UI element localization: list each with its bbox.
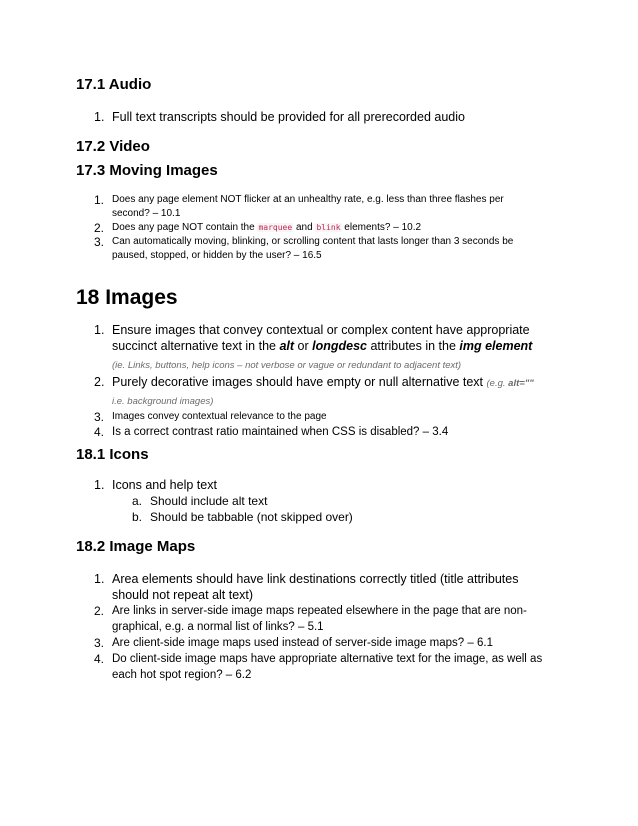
marquee-code: marquee xyxy=(258,223,293,232)
list-moving-images xyxy=(94,193,544,263)
list-item: 2. Are links in server-side image maps repeated elsewhere in the page that are non-graphical, e.g. a normal list of links? – 5.1 xyxy=(94,604,527,633)
list-images xyxy=(94,322,544,440)
heading-18-2-image-maps: 18.2 Image Maps xyxy=(76,538,196,555)
heading-18-1-icons: 18.1 Icons xyxy=(76,446,149,463)
list-item: 1. Icons and help text xyxy=(94,478,217,492)
list-item: 3. Images convey contextual relevance to the page xyxy=(94,410,327,424)
list-item: 3. Are client-side image maps used instead of server-side image maps? – 6.1 xyxy=(94,636,493,650)
list-item: 1. Does any page element NOT flicker at an unhealthy rate, e.g. less than three flashes per second? – 10.1 xyxy=(94,193,504,219)
list-audio xyxy=(94,109,544,125)
heading-18-images: 18 Images xyxy=(76,286,178,309)
heading-17-1-audio: 17.1 Audio xyxy=(76,76,152,93)
list-item: 2. Does any page NOT contain the marquee and blink elements? – 10.2 xyxy=(94,221,422,235)
sub-item-a: a. Should include alt text xyxy=(132,494,268,508)
heading-17-3-moving-images: 17.3 Moving Images xyxy=(76,162,218,179)
list-item: 4. Is a correct contrast ratio maintained when CSS is disabled? – 3.4 xyxy=(94,425,449,439)
blink-code: blink xyxy=(316,223,341,232)
list-image-maps xyxy=(94,571,544,683)
heading-17-2-video: 17.2 Video xyxy=(76,138,150,155)
list-item: 1. Ensure images that convey contextual or complex content have appropriate succinct alternative text in the alt or longdesc attributes in the img element (ie. Links, buttons, help icons – not verbose or vague or redundant to adjacent text) xyxy=(94,323,533,371)
list-item: 4. Do client-side image maps have appropriate alternative text for the image, as well as each hot spot region? – 6.2 xyxy=(94,652,543,681)
list-item: 1. Full text transcripts should be provided for all prerecorded audio xyxy=(94,110,465,124)
list-item: 3. Can automatically moving, blinking, or scrolling content that lasts longer than 3 seconds be paused, stopped, or hidden by the user? – 16.5 xyxy=(94,235,514,261)
sub-item-b: b. Should be tabbable (not skipped over) xyxy=(132,510,353,524)
list-item: 2. Purely decorative images should have empty or null alternative text (e.g. alt="" i.e. background images) xyxy=(94,375,534,407)
list-item: 1. Area elements should have link destinations correctly titled (title attributes should not repeat alt text) xyxy=(94,572,519,602)
list-icons xyxy=(94,477,544,493)
